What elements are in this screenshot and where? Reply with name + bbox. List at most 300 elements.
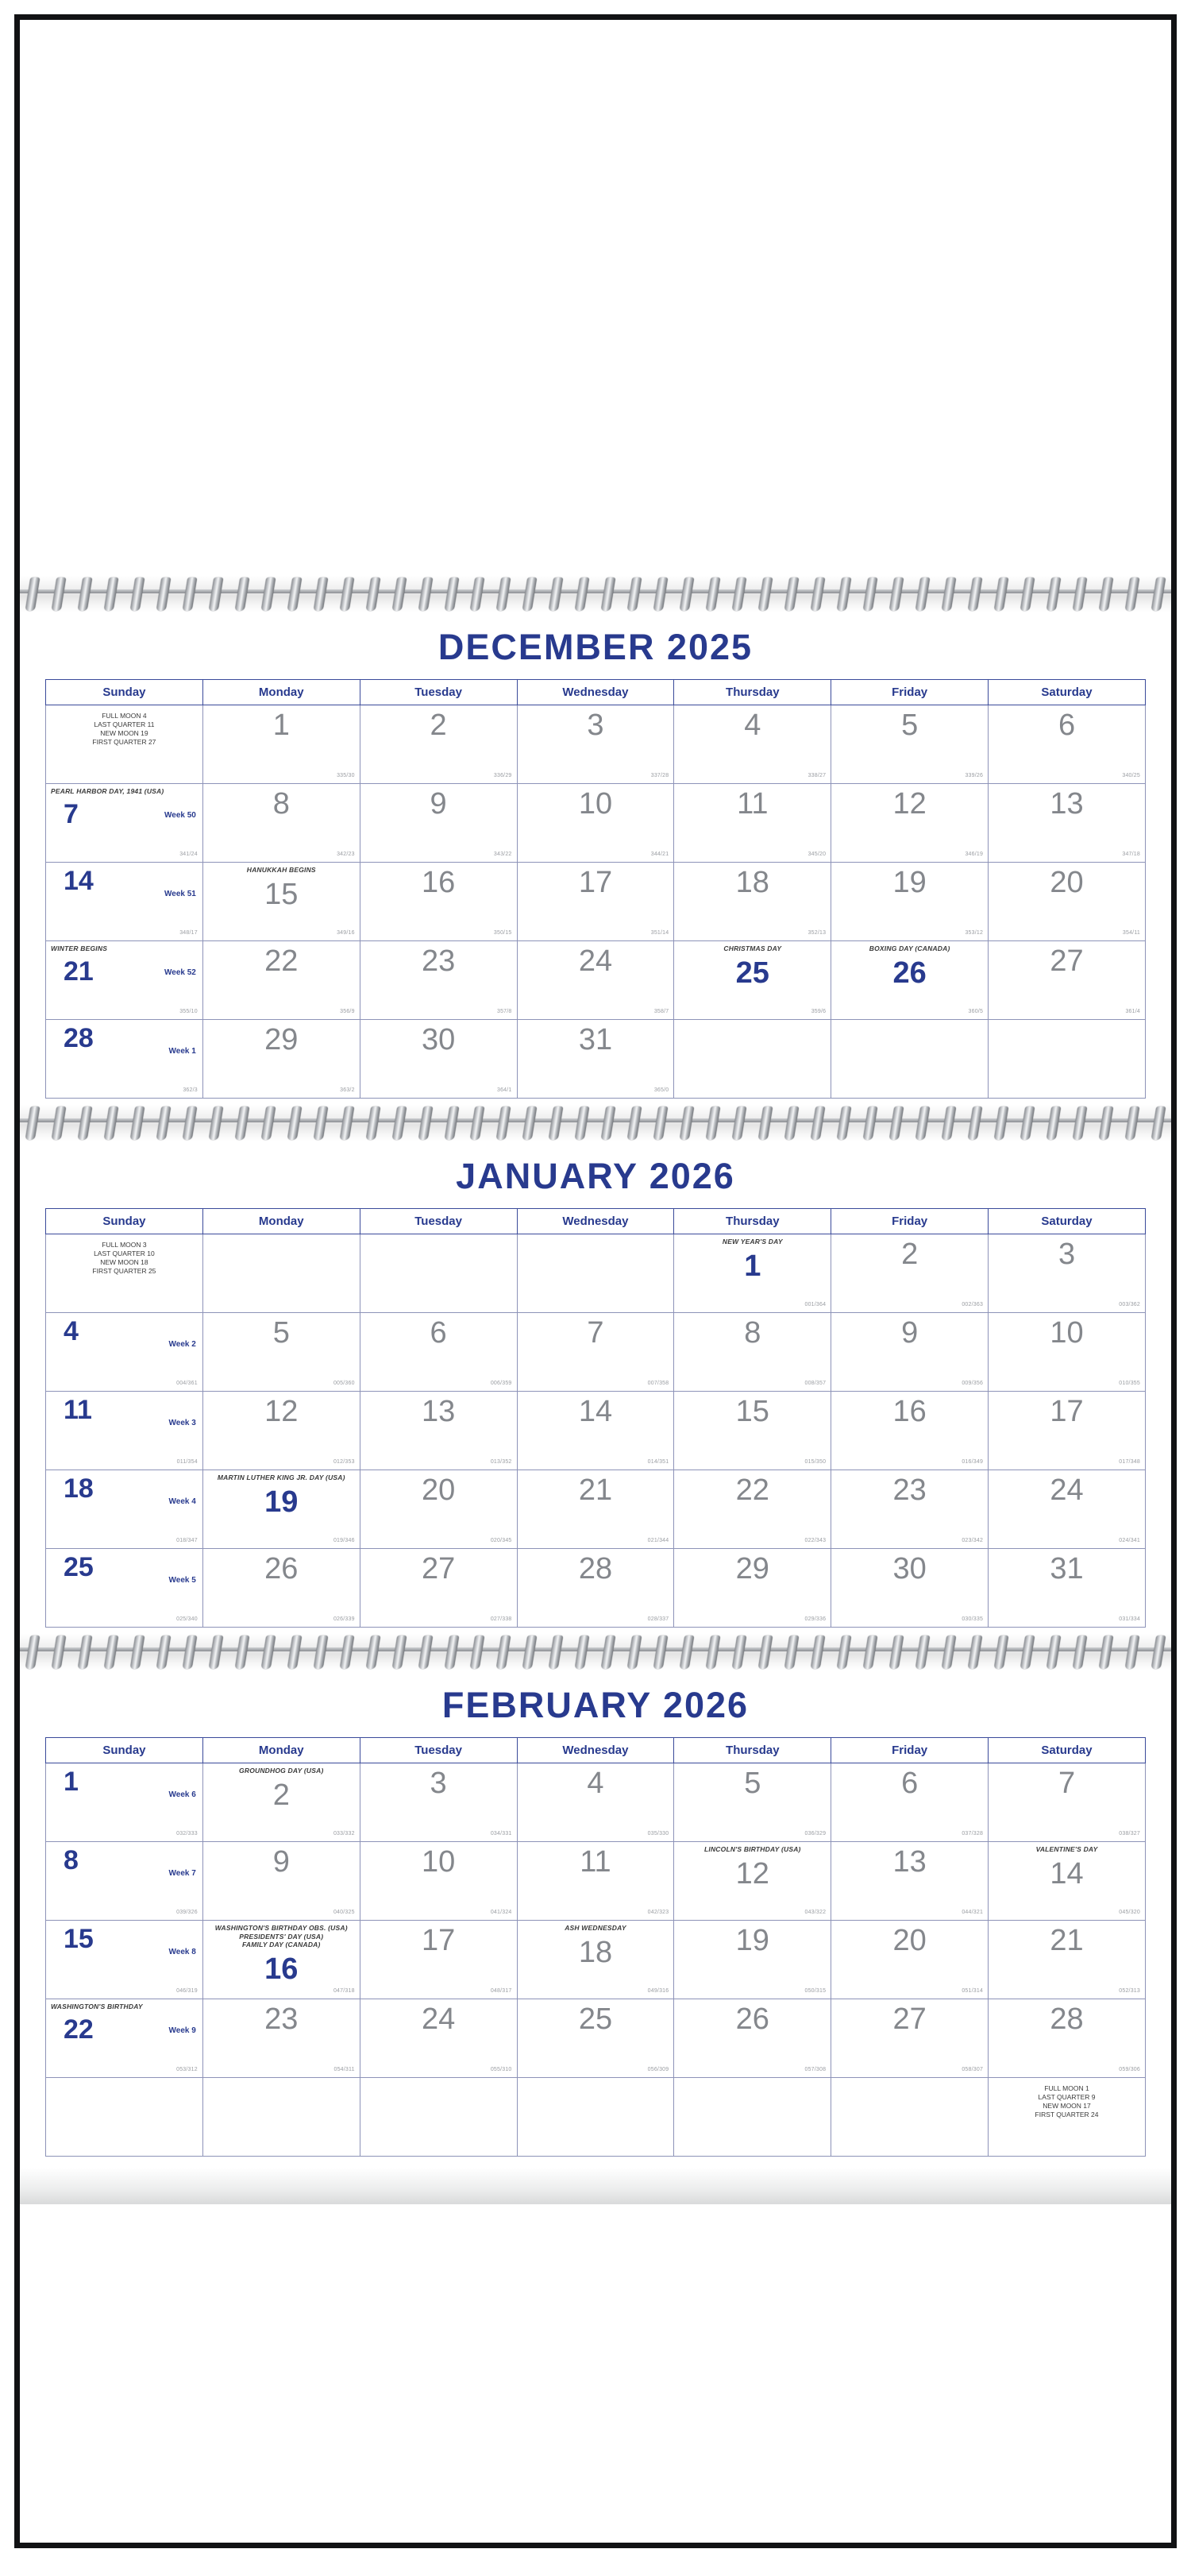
day-cell[interactable] — [674, 1392, 831, 1470]
day-of-year-code: 344/21 — [650, 852, 669, 857]
day-number: 13 — [1050, 787, 1084, 821]
day-number: 25 — [578, 2002, 613, 2036]
day-cell[interactable] — [202, 1921, 360, 1999]
day-of-year-code: 039/326 — [176, 1910, 198, 1915]
day-cell[interactable] — [517, 1763, 674, 1842]
wire-coil — [758, 577, 773, 611]
day-number: 14 — [1050, 1856, 1084, 1890]
day-of-year-code: 053/312 — [176, 2067, 198, 2072]
day-number: 5 — [901, 709, 919, 742]
wire-coil — [1098, 1106, 1113, 1140]
day-of-year-code: 010/355 — [1119, 1381, 1140, 1386]
day-of-year-code: 364/1 — [497, 1087, 512, 1093]
wire-coil — [575, 1636, 590, 1669]
day-cell[interactable] — [360, 1921, 517, 1999]
day-number: 15 — [264, 877, 299, 911]
day-of-year-code: 002/363 — [962, 1302, 984, 1307]
day-cell-empty — [360, 1234, 517, 1313]
day-number: 9 — [901, 1316, 919, 1350]
day-number: 4 — [587, 1767, 604, 1800]
day-cell[interactable] — [989, 1392, 1146, 1470]
day-of-year-code: 345/20 — [807, 852, 827, 857]
day-of-year-code: 340/25 — [1122, 773, 1140, 778]
holiday-label: PEARL HARBOR DAY, 1941 (USA) — [51, 787, 164, 795]
day-number: 21 — [64, 956, 94, 987]
weekday-header-friday: Friday — [831, 680, 989, 705]
day-cell[interactable] — [674, 1549, 831, 1628]
wire-coil — [104, 1636, 119, 1669]
day-of-year-code: 021/344 — [647, 1538, 669, 1543]
wire-coil — [260, 1636, 276, 1669]
day-cell[interactable] — [360, 1763, 517, 1842]
day-cell[interactable] — [360, 1020, 517, 1099]
weekday-header-sunday: Sunday — [46, 680, 203, 705]
day-of-year-code: 041/324 — [490, 1910, 512, 1915]
day-number: 21 — [1050, 1924, 1084, 1957]
day-cell[interactable] — [674, 941, 831, 1020]
day-cell[interactable] — [517, 1549, 674, 1628]
wire-coil — [182, 1636, 197, 1669]
wire-coil — [1046, 1636, 1061, 1669]
weekday-header-wednesday: Wednesday — [517, 680, 674, 705]
wire-coil — [758, 1106, 773, 1140]
week-number-badge: Week 50 — [164, 811, 196, 820]
day-number: 17 — [421, 1924, 456, 1957]
day-of-year-code: 050/315 — [804, 1988, 827, 1994]
day-cell[interactable] — [674, 863, 831, 941]
day-cell[interactable] — [360, 941, 517, 1020]
day-cell[interactable] — [517, 1313, 674, 1392]
day-of-year-code: 362/3 — [183, 1087, 198, 1093]
day-of-year-code: 342/23 — [337, 852, 355, 857]
wire-coil — [942, 1636, 957, 1669]
day-cell[interactable] — [46, 1842, 203, 1921]
day-cell[interactable] — [831, 1392, 989, 1470]
day-cell[interactable] — [360, 705, 517, 784]
day-number: 28 — [64, 1023, 94, 1053]
day-number: 21 — [578, 1473, 613, 1507]
wire-coil — [784, 1636, 800, 1669]
day-cell[interactable] — [517, 863, 674, 941]
month-title: FEBRUARY 2026 — [441, 1685, 750, 1725]
wire-coil — [208, 577, 223, 611]
day-number: 12 — [264, 1395, 299, 1428]
day-number: 12 — [735, 1856, 769, 1890]
wire-coil — [732, 1106, 747, 1140]
day-number: 13 — [421, 1395, 456, 1428]
day-cell[interactable] — [202, 863, 360, 941]
day-cell[interactable] — [674, 1921, 831, 1999]
calendar-grid-december — [20, 679, 1171, 1099]
day-number: 1 — [64, 1767, 79, 1797]
wire-coil — [391, 577, 407, 611]
day-number: 20 — [892, 1924, 927, 1957]
week-number-badge: Week 3 — [168, 1419, 196, 1427]
day-cell-empty — [517, 2078, 674, 2157]
day-number: 19 — [892, 866, 927, 899]
calendar-week-row — [46, 1763, 1146, 1842]
day-of-year-code: 005/360 — [333, 1381, 355, 1386]
day-cell[interactable] — [989, 1470, 1146, 1549]
wire-coil — [25, 1636, 40, 1669]
day-cell[interactable] — [46, 1020, 203, 1099]
wire-coils — [28, 577, 1163, 611]
day-number: 16 — [892, 1395, 927, 1428]
day-cell[interactable] — [202, 1842, 360, 1921]
wire-coil — [418, 1106, 433, 1140]
wire-coil — [470, 577, 485, 611]
day-cell[interactable] — [517, 941, 674, 1020]
day-cell[interactable] — [46, 1392, 203, 1470]
week-number-badge: Week 52 — [164, 968, 196, 977]
day-number: 18 — [735, 866, 769, 899]
calendar-table — [45, 1737, 1146, 2157]
day-cell[interactable] — [831, 1313, 989, 1392]
wire-coil — [784, 1106, 800, 1140]
day-of-year-code: 031/334 — [1119, 1616, 1140, 1622]
day-number: 2 — [430, 709, 447, 742]
wire-coil — [522, 1106, 538, 1140]
wire-coil — [653, 577, 669, 611]
wire-coil — [1151, 577, 1166, 611]
day-cell[interactable] — [989, 1999, 1146, 2078]
day-cell[interactable] — [517, 1999, 674, 2078]
wire-coil — [1019, 1636, 1035, 1669]
day-number: 31 — [1050, 1552, 1084, 1585]
day-cell[interactable] — [989, 1921, 1146, 1999]
calendar-week-row — [46, 1020, 1146, 1099]
day-of-year-code: 343/22 — [493, 852, 512, 857]
day-cell[interactable] — [831, 941, 989, 1020]
day-cell[interactable] — [46, 1470, 203, 1549]
day-cell[interactable] — [360, 1313, 517, 1392]
day-cell[interactable] — [202, 1020, 360, 1099]
day-number: 26 — [264, 1552, 299, 1585]
day-cell[interactable] — [674, 705, 831, 784]
wire-coil — [706, 1636, 721, 1669]
holiday-label: HANUKKAH BEGINS — [246, 866, 316, 874]
calendar-week-row — [46, 1234, 1146, 1313]
day-number: 18 — [64, 1473, 94, 1504]
holiday-label: WASHINGTON'S BIRTHDAY — [51, 2002, 143, 2010]
wire-coil — [78, 1636, 93, 1669]
day-cell[interactable] — [674, 1842, 831, 1921]
wire-coil — [732, 577, 747, 611]
day-cell[interactable] — [360, 863, 517, 941]
calendar-week-row — [46, 1470, 1146, 1549]
month-block-february — [20, 1670, 1171, 2163]
weekday-header-friday: Friday — [831, 1738, 989, 1763]
wire-coil — [653, 1636, 669, 1669]
wire-coil — [706, 577, 721, 611]
day-number: 6 — [430, 1316, 447, 1350]
day-of-year-code: 354/11 — [1122, 930, 1140, 936]
wire-coil — [1046, 577, 1061, 611]
day-cell[interactable] — [674, 1234, 831, 1313]
day-number: 10 — [578, 787, 613, 821]
wire-coil — [444, 577, 459, 611]
day-cell[interactable] — [831, 1763, 989, 1842]
wire-coil — [496, 1106, 511, 1140]
day-cell[interactable] — [989, 1313, 1146, 1392]
day-number: 5 — [272, 1316, 290, 1350]
day-number: 8 — [64, 1845, 79, 1875]
day-of-year-code: 046/319 — [176, 1988, 198, 1994]
day-of-year-code: 033/332 — [333, 1831, 355, 1836]
wire-coil — [1124, 577, 1139, 611]
wire-coil — [1019, 1106, 1035, 1140]
day-cell[interactable] — [202, 1549, 360, 1628]
day-number: 25 — [735, 956, 769, 990]
day-cell[interactable] — [46, 863, 203, 941]
day-cell-empty — [202, 1234, 360, 1313]
day-number: 2 — [272, 1778, 290, 1812]
day-cell[interactable] — [517, 705, 674, 784]
wire-coil — [811, 1106, 826, 1140]
day-number: 7 — [64, 798, 79, 829]
wire-coil — [1124, 1636, 1139, 1669]
day-cell[interactable] — [989, 784, 1146, 863]
day-number: 4 — [744, 709, 761, 742]
day-cell[interactable] — [674, 1470, 831, 1549]
day-number: 18 — [578, 1935, 613, 1969]
day-cell[interactable] — [989, 1549, 1146, 1628]
day-of-year-code: 361/4 — [1125, 1009, 1140, 1014]
wire-coil — [156, 1106, 172, 1140]
day-cell[interactable] — [831, 784, 989, 863]
day-number: 26 — [892, 956, 927, 990]
wire-coil — [837, 577, 852, 611]
weekday-header-tuesday: Tuesday — [360, 1738, 517, 1763]
wire-coils — [28, 1636, 1163, 1669]
day-number: 3 — [587, 709, 604, 742]
day-cell[interactable] — [674, 1313, 831, 1392]
wire-coil — [680, 1106, 695, 1140]
day-cell[interactable] — [831, 1549, 989, 1628]
wire-coil — [444, 1636, 459, 1669]
wire-coil — [25, 1106, 40, 1140]
day-cell[interactable] — [202, 1763, 360, 1842]
day-cell[interactable] — [517, 1470, 674, 1549]
day-number: 27 — [1050, 944, 1084, 978]
day-cell[interactable] — [46, 941, 203, 1020]
wire-coil — [287, 1636, 302, 1669]
day-cell[interactable] — [360, 1392, 517, 1470]
day-cell-empty — [46, 1234, 203, 1313]
day-cell-empty — [46, 705, 203, 784]
day-cell[interactable] — [517, 1020, 674, 1099]
day-number: 5 — [744, 1767, 761, 1800]
day-cell[interactable] — [831, 863, 989, 941]
day-of-year-code: 001/364 — [804, 1302, 827, 1307]
day-cell[interactable] — [989, 1234, 1146, 1313]
day-cell[interactable] — [46, 1763, 203, 1842]
calendar-grid-february — [20, 1737, 1171, 2157]
day-cell[interactable] — [831, 705, 989, 784]
day-of-year-code: 036/329 — [804, 1831, 827, 1836]
weekday-header-monday: Monday — [202, 1209, 360, 1234]
day-number: 8 — [272, 787, 290, 821]
holiday-label: CHRISTMAS DAY — [723, 944, 782, 952]
day-cell[interactable] — [517, 1842, 674, 1921]
day-number: 14 — [578, 1395, 613, 1428]
wire-coil — [234, 1106, 249, 1140]
day-of-year-code: 058/307 — [962, 2067, 984, 2072]
month-title: DECEMBER 2025 — [437, 627, 754, 667]
day-cell-empty — [831, 1020, 989, 1099]
wire-coil — [1046, 1106, 1061, 1140]
day-cell[interactable] — [831, 1470, 989, 1549]
day-cell[interactable] — [989, 705, 1146, 784]
day-cell[interactable] — [517, 784, 674, 863]
day-of-year-code: 043/322 — [804, 1910, 827, 1915]
day-cell[interactable] — [46, 1549, 203, 1628]
weekday-header-saturday: Saturday — [989, 1209, 1146, 1234]
weekday-header-friday: Friday — [831, 1209, 989, 1234]
day-cell[interactable] — [360, 1549, 517, 1628]
wire-coil — [130, 577, 145, 611]
day-cell[interactable] — [46, 1921, 203, 1999]
day-cell[interactable] — [202, 1470, 360, 1549]
wire-coil — [208, 1106, 223, 1140]
wire-coil — [811, 1636, 826, 1669]
day-cell[interactable] — [831, 1921, 989, 1999]
wire-coil — [811, 577, 826, 611]
day-cell[interactable] — [517, 1392, 674, 1470]
calendar-week-row — [46, 1549, 1146, 1628]
day-number: 30 — [421, 1023, 456, 1056]
week-number-badge: Week 4 — [168, 1497, 196, 1506]
wire-coil — [732, 1636, 747, 1669]
day-number: 27 — [892, 2002, 927, 2036]
wire-coil — [470, 1636, 485, 1669]
day-of-year-code: 048/317 — [490, 1988, 512, 1994]
day-number: 16 — [264, 1952, 299, 1986]
day-number: 23 — [264, 2002, 299, 2036]
day-of-year-code: 336/29 — [493, 773, 512, 778]
day-of-year-code: 355/10 — [179, 1009, 198, 1014]
wire-coil — [889, 1636, 904, 1669]
day-of-year-code: 017/348 — [1119, 1459, 1140, 1465]
day-cell[interactable] — [202, 1313, 360, 1392]
weekday-header-thursday: Thursday — [674, 1209, 831, 1234]
day-cell[interactable] — [989, 1763, 1146, 1842]
wire-coil — [1072, 577, 1087, 611]
day-cell-empty — [989, 2078, 1146, 2157]
wire-coil — [627, 577, 642, 611]
day-cell[interactable] — [360, 784, 517, 863]
day-of-year-code: 035/330 — [647, 1831, 669, 1836]
wire-coil — [287, 577, 302, 611]
day-number: 11 — [64, 1395, 92, 1425]
day-cell[interactable] — [989, 1842, 1146, 1921]
day-cell[interactable] — [674, 1763, 831, 1842]
day-of-year-code: 358/7 — [653, 1009, 669, 1014]
wire-coil — [915, 1636, 931, 1669]
wire-coil — [182, 1106, 197, 1140]
wire-coil — [601, 577, 616, 611]
wire-coil — [1072, 1636, 1087, 1669]
weekday-header-thursday: Thursday — [674, 1738, 831, 1763]
day-number: 11 — [737, 787, 769, 821]
day-of-year-code: 359/6 — [811, 1009, 827, 1014]
day-cell[interactable] — [46, 1313, 203, 1392]
holiday-label: WASHINGTON'S BIRTHDAY OBS. (USA) PRESIDENTS' DAY (USA) FAMILY DAY (CANADA) — [214, 1924, 348, 1949]
wire-binding-middle-2 — [20, 1634, 1171, 1670]
wire-coil — [601, 1636, 616, 1669]
weekday-header-monday: Monday — [202, 680, 360, 705]
day-of-year-code: 023/342 — [962, 1538, 984, 1543]
day-of-year-code: 022/343 — [804, 1538, 827, 1543]
day-cell[interactable] — [831, 1999, 989, 2078]
moon-phase-note: FULL MOON 1 LAST QUARTER 9 NEW MOON 17 FIRST QUARTER 24 — [1035, 2084, 1099, 2119]
day-cell[interactable] — [46, 1999, 203, 2078]
wire-coil — [182, 577, 197, 611]
day-cell[interactable] — [202, 1999, 360, 2078]
wire-coil — [365, 577, 380, 611]
weekday-header-thursday: Thursday — [674, 680, 831, 705]
day-cell[interactable] — [674, 1999, 831, 2078]
day-number: 31 — [578, 1023, 613, 1056]
wire-coil — [653, 1106, 669, 1140]
day-cell[interactable] — [202, 1392, 360, 1470]
wire-coil — [234, 577, 249, 611]
day-of-year-code: 030/335 — [962, 1616, 984, 1622]
day-of-year-code: 027/338 — [490, 1616, 512, 1622]
weekday-header-saturday: Saturday — [989, 1738, 1146, 1763]
day-of-year-code: 353/12 — [965, 930, 984, 936]
day-cell[interactable] — [831, 1842, 989, 1921]
day-cell[interactable] — [831, 1234, 989, 1313]
wire-coil — [104, 1106, 119, 1140]
day-number: 3 — [1058, 1238, 1076, 1271]
day-of-year-code: 044/321 — [962, 1910, 984, 1915]
day-cell[interactable] — [989, 941, 1146, 1020]
header-blank-area — [20, 20, 1171, 576]
day-of-year-code: 006/359 — [490, 1381, 512, 1386]
day-of-year-code: 337/28 — [650, 773, 669, 778]
weekday-header-sunday: Sunday — [46, 1209, 203, 1234]
calendar-week-row — [46, 1999, 1146, 2078]
calendar-week-row — [46, 1313, 1146, 1392]
day-cell[interactable] — [989, 863, 1146, 941]
wire-coil — [549, 1636, 564, 1669]
day-cell[interactable] — [202, 941, 360, 1020]
day-cell[interactable] — [202, 705, 360, 784]
wire-coil — [837, 1106, 852, 1140]
day-cell[interactable] — [202, 784, 360, 863]
day-of-year-code: 360/5 — [968, 1009, 984, 1014]
day-cell[interactable] — [360, 1999, 517, 2078]
wire-coil — [418, 577, 433, 611]
day-cell[interactable] — [517, 1921, 674, 1999]
day-cell[interactable] — [360, 1470, 517, 1549]
calendar-week-row — [46, 2078, 1146, 2157]
wire-coil — [1072, 1106, 1087, 1140]
weekday-header-monday: Monday — [202, 1738, 360, 1763]
day-cell[interactable] — [360, 1842, 517, 1921]
wire-coil — [863, 1636, 878, 1669]
wire-coil — [339, 1106, 354, 1140]
month-block-december — [20, 612, 1171, 1105]
holiday-label: GROUNDHOG DAY (USA) — [239, 1767, 324, 1775]
day-cell[interactable] — [46, 784, 203, 863]
day-cell[interactable] — [674, 784, 831, 863]
wire-coil — [156, 1636, 172, 1669]
calendar-board — [14, 14, 1177, 2548]
day-of-year-code: 007/358 — [647, 1381, 669, 1386]
calendar-week-row — [46, 784, 1146, 863]
